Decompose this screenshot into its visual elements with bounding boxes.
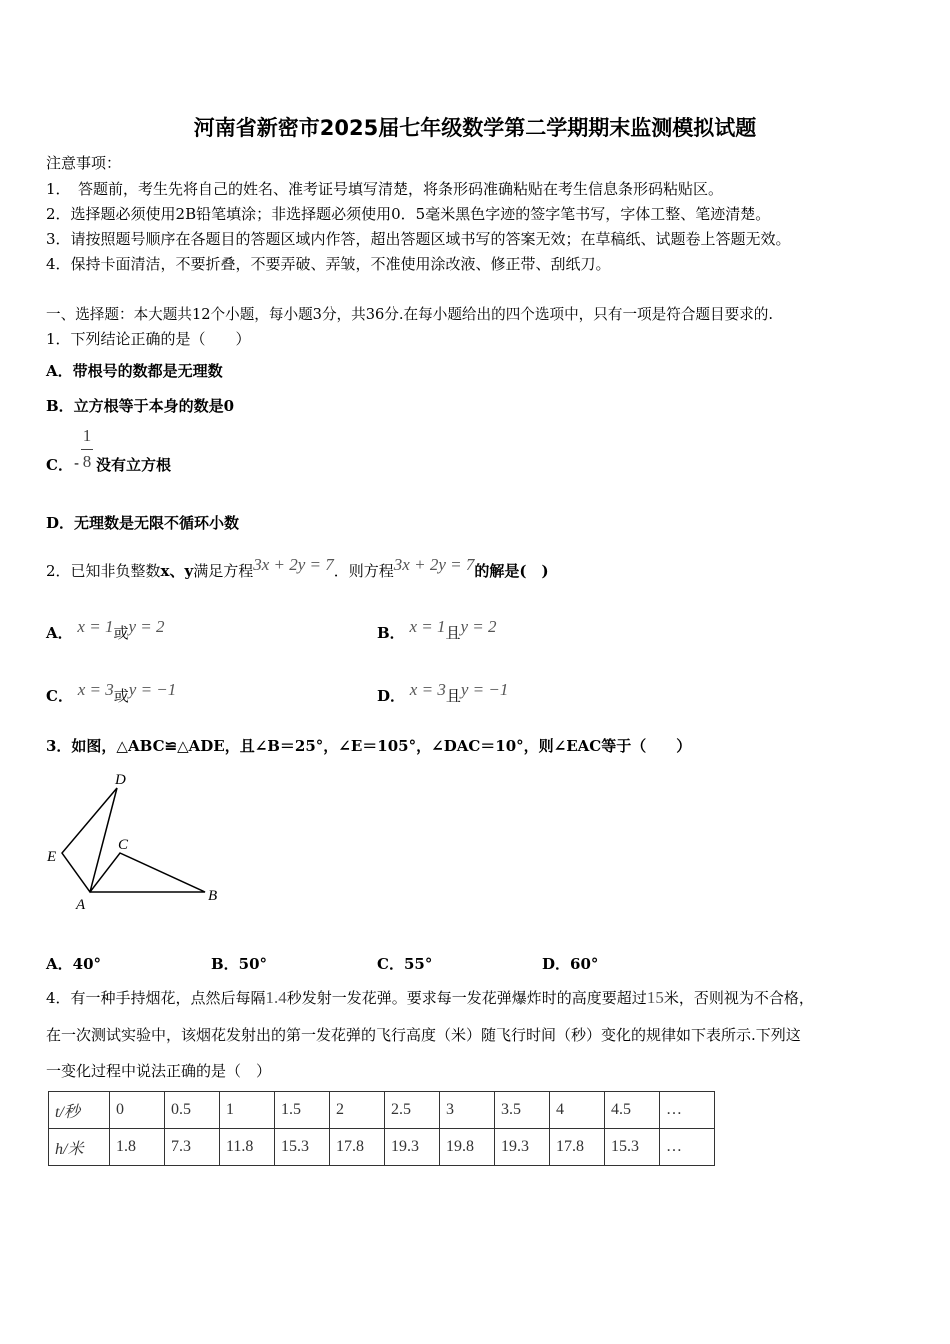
- option-x: x = 3: [409, 680, 446, 699]
- notice-item: 2．选择题必须使用2B铅笔填涂；非选择题必须使用0．5毫米黑色字迹的签字笔书写，字体工整、笔迹清楚。: [46, 205, 771, 223]
- table-cell: 17.8: [550, 1129, 605, 1166]
- option-conj: 或: [113, 687, 129, 705]
- q2-vars: x、y: [160, 562, 194, 580]
- table-cell: 7.3: [165, 1129, 220, 1166]
- q3-option-d: D．60°: [542, 955, 599, 973]
- q2-equation: 3x + 2y = 7: [393, 555, 475, 574]
- point-label-c: C: [118, 837, 129, 853]
- table-header-cell: t/秒: [49, 1092, 110, 1129]
- table-cell: 15.3: [605, 1129, 660, 1166]
- q1-option-c-text: 没有立方根: [96, 456, 172, 474]
- table-cell: 19.3: [385, 1129, 440, 1166]
- option-y: y = −1: [460, 680, 509, 699]
- table-cell: …: [660, 1129, 715, 1166]
- q4-line3: 一变化过程中说法正确的是（ ）: [46, 1062, 272, 1080]
- option-conj: 且: [445, 687, 461, 705]
- option-y: y = 2: [128, 617, 165, 636]
- fraction-numerator: 1: [82, 426, 92, 445]
- table-cell: 15.3: [275, 1129, 330, 1166]
- q3-option-b: B．50°: [211, 955, 268, 973]
- option-conj: 或: [113, 624, 129, 642]
- table-cell: 1.8: [110, 1129, 165, 1166]
- table-cell: 1: [220, 1092, 275, 1129]
- q1-option-a: A．带根号的数都是无理数: [46, 362, 223, 380]
- q4-number: 1.4: [265, 988, 287, 1007]
- table-cell: 19.8: [440, 1129, 495, 1166]
- point-label-e: E: [47, 849, 57, 865]
- table-header-cell: h/米: [49, 1129, 110, 1166]
- table-cell: 0: [110, 1092, 165, 1129]
- notice-item: 3．请按照题号顺序在各题目的答题区域内作答，超出答题区域书写的答案无效；在草稿纸、试题卷上答题无效。: [46, 230, 791, 248]
- table-cell: 17.8: [330, 1129, 385, 1166]
- q1-option-c-sign: -: [74, 454, 80, 472]
- q4-text: 米，否则视为不合格，: [663, 989, 814, 1007]
- option-label: C．: [46, 687, 73, 705]
- q4-line2: 在一次测试实验中，该烟花发射出的第一发花弹的飞行高度（米）随飞行时间（秒）变化的规律如下表所示.下列这: [46, 1026, 801, 1044]
- table-cell: 2: [330, 1092, 385, 1129]
- q4-number: 15: [646, 988, 664, 1007]
- page-title: 河南省新密市2025届七年级数学第二学期期末监测模拟试题: [193, 116, 757, 140]
- option-x: x = 1: [409, 617, 446, 636]
- q3-stem: 3．如图，△ABC≌△ADE，且∠B＝25°，∠E＝105°，∠DAC＝10°，则∠EAC等于（ ）: [46, 737, 692, 755]
- option-label: B．: [377, 624, 405, 642]
- q2-text: 2．已知非负整数: [46, 562, 161, 580]
- table-cell: 4.5: [605, 1092, 660, 1129]
- option-y: y = −1: [128, 680, 177, 699]
- q4-text: 4．有一种手持烟花，点然后每隔: [46, 989, 266, 1007]
- option-x: x = 3: [77, 680, 114, 699]
- data-table: [48, 1091, 715, 1166]
- fraction-denominator: 8: [82, 452, 92, 471]
- table-cell: 1.5: [275, 1092, 330, 1129]
- table-cell: …: [660, 1092, 715, 1129]
- table-cell: 11.8: [220, 1129, 275, 1166]
- table-cell: 4: [550, 1092, 605, 1129]
- q1-option-d: D．无理数是无限不循环小数: [46, 514, 240, 532]
- q4-text: 秒发射一发花弹。要求每一发花弹爆炸时的高度要超过: [286, 989, 647, 1007]
- table-cell: 0.5: [165, 1092, 220, 1129]
- q2-equation: 3x + 2y = 7: [253, 555, 334, 574]
- q2-text: ．则方程: [333, 562, 394, 580]
- option-x: x = 1: [77, 617, 114, 636]
- q1-stem: 1．下列结论正确的是（ ）: [46, 330, 251, 348]
- option-conj: 且: [445, 624, 461, 642]
- q2-text: 满足方程: [193, 562, 254, 580]
- q3-option-c: C．55°: [377, 955, 433, 973]
- notice-heading: 注意事项：: [46, 154, 122, 172]
- triangle-lines: [62, 788, 205, 892]
- option-label: A．: [46, 624, 73, 642]
- notice-item: 4．保持卡面清洁，不要折叠，不要弄破、弄皱，不准使用涂改液、修正带、刮纸刀。: [46, 255, 611, 273]
- q3-option-a: A．40°: [46, 955, 102, 973]
- q1-option-b: B．立方根等于本身的数是0: [46, 397, 235, 415]
- q4-line1: [46, 987, 814, 1008]
- q2-text: 的解是( ): [474, 562, 549, 580]
- table-cell: 3: [440, 1092, 495, 1129]
- notice-item: 1． 答题前，考生先将自己的姓名、准考证号填写清楚，将条形码准确粘贴在考生信息条形码粘贴区。: [46, 180, 724, 198]
- table-row-time: [49, 1092, 715, 1129]
- table-cell: 19.3: [495, 1129, 550, 1166]
- table-row-height: [49, 1129, 715, 1166]
- table-cell: 3.5: [495, 1092, 550, 1129]
- point-label-d: D: [115, 772, 126, 788]
- point-label-b: B: [208, 888, 218, 904]
- point-label-a: A: [76, 897, 86, 913]
- section-heading: 一、选择题：本大题共12个小题，每小题3分，共36分.在每小题给出的四个选项中，只有一项是符合题目要求的.: [46, 306, 774, 323]
- q1-option-c-label: C．: [46, 456, 73, 474]
- option-y: y = 2: [460, 617, 497, 636]
- table-cell: 2.5: [385, 1092, 440, 1129]
- option-label: D．: [377, 687, 406, 705]
